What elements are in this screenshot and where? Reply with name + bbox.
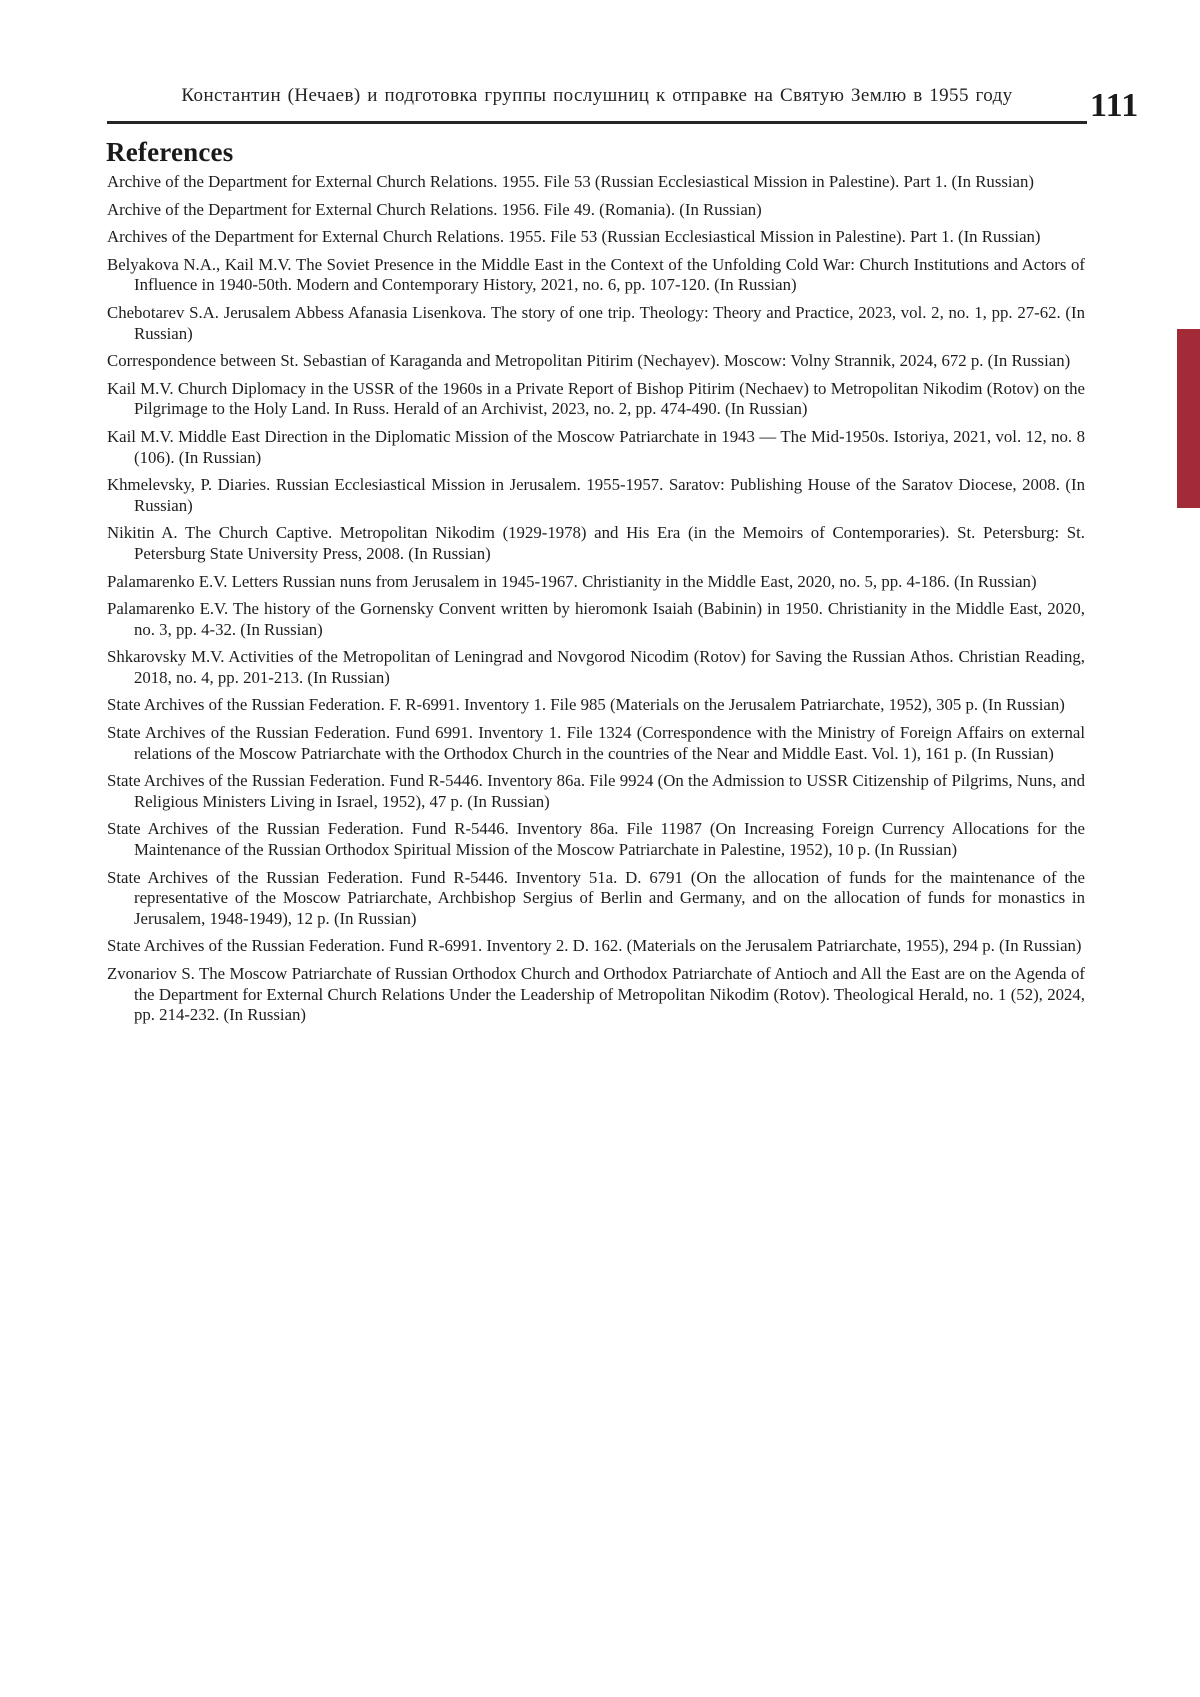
reference-entry: Kail M.V. Church Diplomacy in the USSR of the 1960s in a Private Report of Bishop Pitirim (Nechaev) to Metropolitan Nikodim (Rotov) on the Pilgrimage to the Holy Land. In Russ. Herald of an Archivist, 2023, no. 2, pp. 474-490. (In Russian)	[107, 378, 1085, 419]
reference-entry: State Archives of the Russian Federation. Fund R-5446. Inventory 86a. File 11987 (On Increasing Foreign Currency Allocations for the Maintenance of the Russian Orthodox Spiritual Mission of the Moscow Patriarchate in Palestine, 1952), 10 p. (In Russian)	[107, 819, 1085, 860]
reference-entry: Chebotarev S.A. Jerusalem Abbess Afanasia Lisenkova. The story of one trip. Theology: Theory and Practice, 2023, vol. 2, no. 1, pp. 27-62. (In Russian)	[107, 302, 1085, 343]
reference-entry: State Archives of the Russian Federation. Fund R-5446. Inventory 86a. File 9924 (On the Admission to USSR Citizenship of Pilgrims, Nuns, and Religious Ministers Living in Israel, 1952), 47 p. (In Russian)	[107, 771, 1085, 811]
reference-entry: Archives of the Department for External Church Relations. 1955. File 53 (Russian Ecclesiastical Mission in Palestine). Part 1. (In Russian)	[107, 227, 1041, 247]
reference-entry: State Archives of the Russian Federation. F. R-6991. Inventory 1. File 985 (Materials on the Jerusalem Patriarchate, 1952), 305 p. (In Russian)	[107, 695, 1065, 715]
reference-entry: Palamarenko E.V. Letters Russian nuns from Jerusalem in 1945-1967. Christianity in the Middle East, 2020, no. 5, pp. 4-186. (In Russian)	[107, 571, 1037, 591]
reference-entry: Nikitin A. The Church Captive. Metropolitan Nikodim (1929-1978) and His Era (in the Memoirs of Contemporaries). St. Petersburg: St. Petersburg State University Press, 2008. (In Russian)	[107, 523, 1085, 563]
references-list	[107, 172, 1085, 1033]
reference-entry: Khmelevsky, P. Diaries. Russian Ecclesiastical Mission in Jerusalem. 1955-1957. Saratov: Publishing House of the Saratov Diocese, 2008. (In Russian)	[107, 475, 1085, 515]
header-rule	[107, 121, 1087, 124]
references-title: References	[106, 137, 234, 167]
reference-entry: Correspondence between St. Sebastian of Karaganda and Metropolitan Pitirim (Nechayev). Moscow: Volny Strannik, 2024, 672 p. (In Russian)	[107, 351, 1071, 371]
reference-entry: State Archives of the Russian Federation. Fund 6991. Inventory 1. File 1324 (Correspondence with the Ministry of Foreign Affairs on external relations of the Moscow Patriarchate with the Orthodox Church in the countries of the Near and Middle East. Vol. 1), 161 p. (In Russian)	[107, 723, 1085, 763]
reference-entry: State Archives of the Russian Federation. Fund R-6991. Inventory 2. D. 162. (Materials on the Jerusalem Patriarchate, 1955), 294 p. (In Russian)	[107, 936, 1082, 956]
running-title: Константин (Нечаев) и подготовка группы послушниц к отправке на Святую Землю в 1955 году	[181, 85, 1013, 106]
reference-entry: State Archives of the Russian Federation. Fund R-5446. Inventory 51a. D. 6791 (On the allocation of funds for the maintenance of the representative of the Moscow Patriarchate, Archbishop Sergius of Berlin and Germany, and on the allocation of funds for monastics in Jerusalem, 1948-1949), 12 p. (In Russian)	[107, 867, 1085, 928]
page-number: 111	[1090, 87, 1139, 124]
reference-entry: Shkarovsky M.V. Activities of the Metropolitan of Leningrad and Novgorod Nicodim (Rotov) for Saving the Russian Athos. Christian Reading, 2018, no. 4, pp. 201-213. (In Russian)	[107, 647, 1085, 687]
reference-entry: Belyakova N.A., Kail M.V. The Soviet Presence in the Middle East in the Context of the Unfolding Cold War: Church Institutions and Actors of Influence in 1940-50th. Modern and Contemporary History, 2021, no. 6, pp. 107-120. (In Russian)	[107, 254, 1085, 295]
reference-entry: Palamarenko E.V. The history of the Gornensky Convent written by hieromonk Isaiah (Babinin) in 1950. Christianity in the Middle East, 2020, no. 3, pp. 4-32. (In Russian)	[107, 599, 1085, 639]
reference-entry: Zvonariov S. The Moscow Patriarchate of Russian Orthodox Church and Orthodox Patriarchate of Antioch and All the East are on the Agenda of the Department for External Church Relations Under the Leadership of Metropolitan Nikodim (Rotov). Theological Herald, no. 1 (52), 2024, pp. 214-232. (In Russian)	[107, 964, 1085, 1025]
reference-entry: Kail M.V. Middle East Direction in the Diplomatic Mission of the Moscow Patriarchate in 1943 — The Mid-1950s. Istoriya, 2021, vol. 12, no. 8 (106). (In Russian)	[107, 426, 1085, 467]
reference-entry: Archive of the Department for External Church Relations. 1956. File 49. (Romania). (In Russian)	[107, 199, 762, 219]
page-edge-accent-bar	[1177, 329, 1200, 508]
reference-entry: Archive of the Department for External Church Relations. 1955. File 53 (Russian Ecclesiastical Mission in Palestine). Part 1. (In Russian)	[107, 172, 1034, 191]
